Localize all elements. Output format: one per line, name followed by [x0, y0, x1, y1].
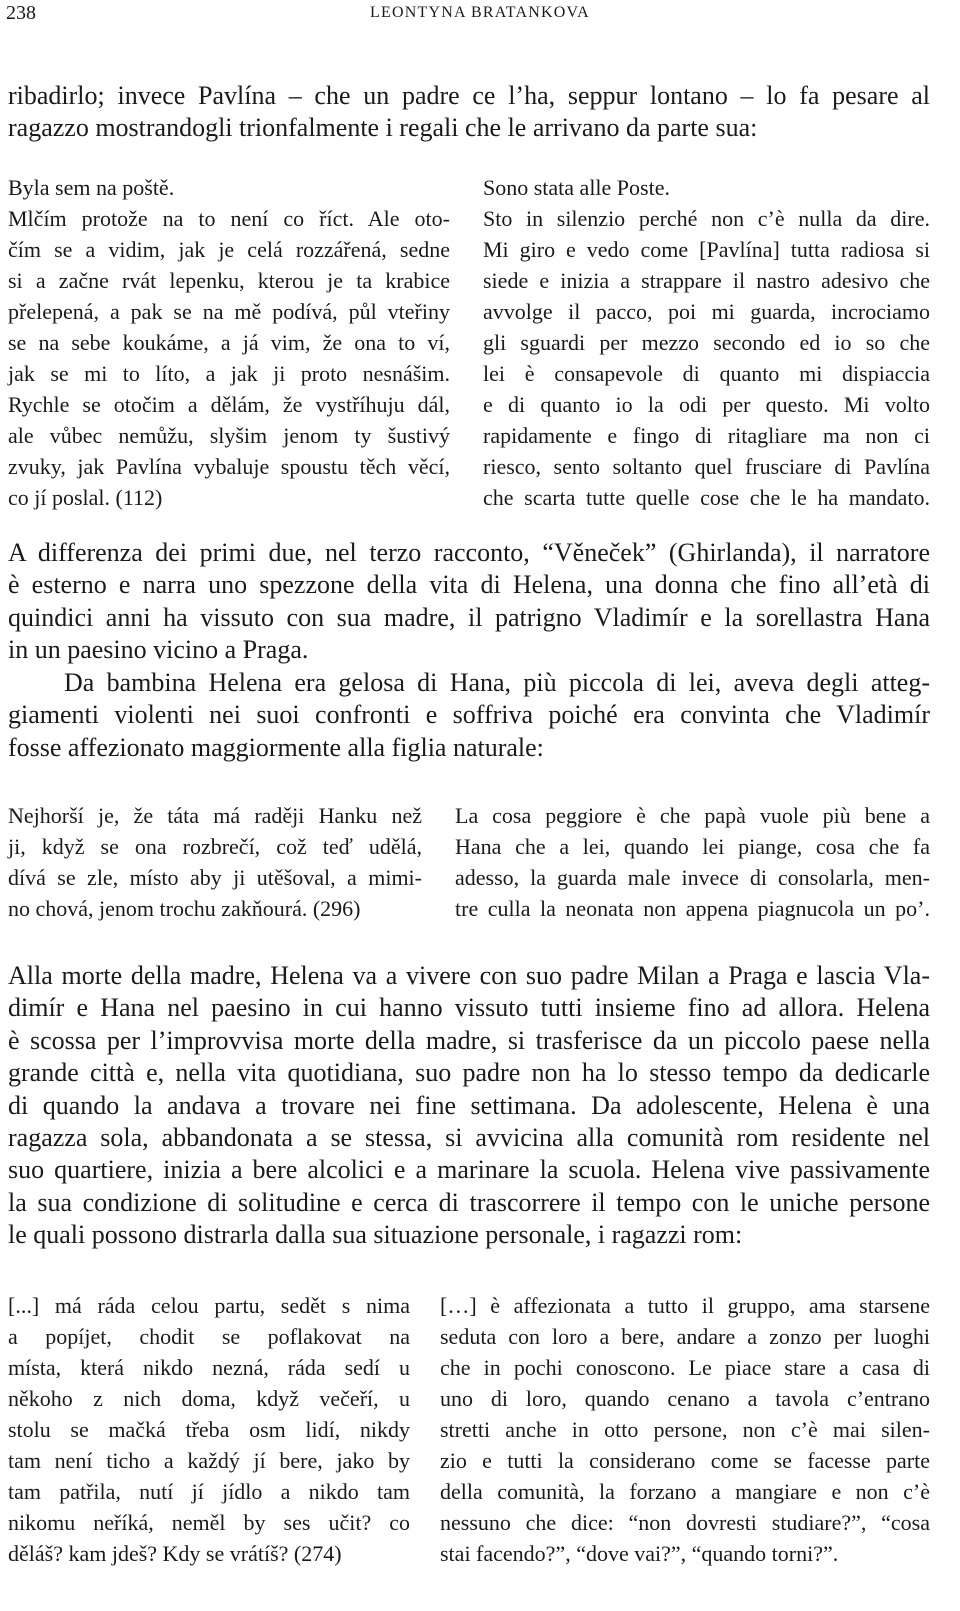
text-line: giamenti violenti nei suoi confronti e soffriva poiché era convinta che Vladimír [8, 700, 930, 730]
text-line: della comunità, la forzano a mangiare e non c’è [440, 1479, 930, 1504]
text-line: la sua condizione di solitudine e cerca di trascorrere il tempo con le uniche persone [8, 1187, 930, 1217]
text-line: co jí poslal. (112) [8, 485, 163, 510]
text-line: quindici anni ha vissuto con sua madre, il patrigno Vladimír e la sorellastra Hana [8, 602, 930, 632]
text-line: riesco, sento soltanto quel frusciare di Pavlína [483, 454, 930, 479]
text-line: si a začne rvát lepenku, kterou je ta krabice [8, 268, 450, 293]
text-line: lei è consapevole di quanto mi dispiaccia [483, 361, 930, 386]
body-paragraph [8, 537, 930, 667]
text-line: Da bambina Helena era gelosa di Hana, più piccola di lei, aveva degli atteg- [64, 668, 930, 697]
text-line: [...] má ráda celou partu, sedět s nima [8, 1293, 410, 1318]
text-line: ragazzo mostrandogli trionfalmente i regali che le arrivano da parte sua: [8, 113, 758, 143]
text-line: che in pochi conoscono. Le piace stare a casa di [440, 1355, 930, 1380]
text-line: no chová, jenom trochu zakňourá. (296) [8, 896, 361, 921]
page-number: 238 [6, 2, 36, 24]
text-line: Rychle se otočim a dělám, že vystříhuju dál, [8, 392, 450, 417]
text-line: se na sebe koukáme, a já vim, že ona to ví, [8, 330, 450, 355]
text-line: uno di loro, quando cenano a tavola c’entrano [440, 1386, 930, 1411]
text-line: rapidamente e fingo di ritagliare ma non ci [483, 423, 930, 448]
text-line: tam není ticho a každý jí bere, jako by [8, 1448, 410, 1473]
text-line: jak se mi to líto, a jak ji proto nesnášim. [8, 361, 450, 386]
text-line: La cosa peggiore è che papà vuole più bene a [455, 803, 930, 828]
text-line: le quali possono distrarla dalla sua situazione personale, i ragazzi rom: [8, 1220, 743, 1250]
quote-2-czech [8, 800, 422, 924]
text-line: e di quanto io la odi per questo. Mi volto [483, 392, 930, 417]
page-header [0, 0, 960, 30]
running-head: LEONTYNA BRATANKOVA [370, 4, 590, 21]
text-line: Byla sem na poště. [8, 175, 175, 200]
text-line: Nejhorší je, že táta má raději Hanku než [8, 803, 422, 828]
quote-3-italian [440, 1290, 930, 1569]
text-line: někoho z nich doma, když večeří, u [8, 1386, 410, 1411]
text-line: fosse affezionato maggiormente alla figlia naturale: [8, 732, 544, 762]
text-line: stai facendo?”, “dove vai?”, “quando torni?”. [440, 1541, 839, 1566]
text-line: čím se a vidim, jak je celá rozzářená, sedne [8, 237, 450, 262]
text-line: nikomu neříká, neměl by ses učit? co [8, 1510, 410, 1535]
text-line: che scarta tutte quelle cose che le ha mandato. [483, 485, 930, 510]
quote-3-czech [8, 1290, 410, 1569]
text-line: in un paesino vicino a Praga. [8, 635, 309, 665]
quote-1-czech [8, 172, 450, 513]
text-line: siede e inizia a strappare il nastro adesivo che [483, 268, 930, 293]
text-line: tre culla la neonata non appena piagnucola un po’. [455, 896, 930, 921]
text-line: dimír e Hana nel paesino in cui hanno vissuto tutti insieme fino ad allora. Helena [8, 993, 930, 1023]
text-line: stolu se mačká třeba osm lidí, nikdy [8, 1417, 410, 1442]
text-line: […] è affezionata a tutto il gruppo, ama starsene [440, 1293, 930, 1318]
text-line: Sto in silenzio perché non c’è nulla da dire. [483, 206, 930, 231]
quote-1-italian [483, 172, 930, 513]
text-line: Sono stata alle Poste. [483, 175, 670, 200]
intro-paragraph [8, 80, 930, 145]
text-line: adesso, la guarda male invece di consolarla, men- [455, 865, 930, 890]
body-paragraph [8, 960, 930, 1252]
text-line: seduta con loro a bere, andare a zonzo per luoghi [440, 1324, 930, 1349]
quote-2-italian [455, 800, 930, 924]
text-line: tam patřila, nutí jí jídlo a nikdo tam [8, 1479, 410, 1504]
text-line: Mlčím protože na to není co říct. Ale oto- [8, 206, 450, 231]
text-line: děláš? kam jdeš? Kdy se vrátíš? (274) [8, 1541, 342, 1566]
text-line: ale vůbec nemůžu, slyšim jenom ty šustivý [8, 423, 450, 448]
text-line: zio e tutti la considerano come se facesse parte [440, 1448, 930, 1473]
text-line: ji, když se ona rozbrečí, což teď udělá, [8, 834, 422, 859]
text-line: è esterno e narra uno spezzone della vita di Helena, una donna che fino all’età di [8, 570, 930, 600]
text-line: ribadirlo; invece Pavlína – che un padre ce l’ha, seppur lontano – lo fa pesare al [8, 81, 930, 110]
text-line: A differenza dei primi due, nel terzo racconto, “Věneček” (Ghirlanda), il narratore [8, 538, 930, 567]
text-line: nessuno che dice: “non dovresti studiare?”, “cosa [440, 1510, 930, 1535]
text-line: è scossa per l’improvvisa morte della madre, si trasferisce da un piccolo paese nella [8, 1025, 930, 1055]
text-line: grande città e, nella vita quotidiana, suo padre non ha lo stesso tempo da dedicarle [8, 1058, 930, 1088]
text-line: místa, která nikdo nezná, ráda sedí u [8, 1355, 410, 1380]
text-line: přelepená, a pak se na mě podívá, půl vteřiny [8, 299, 450, 324]
text-line: avvolge il pacco, poi mi guarda, incrociamo [483, 299, 930, 324]
text-line: zvuky, jak Pavlína vybaluje spoustu těch věcí, [8, 454, 450, 479]
text-line: a popíjet, chodit se poflakovat na [8, 1324, 410, 1349]
text-line: stretti anche in otto persone, non c’è mai silen- [440, 1417, 930, 1442]
text-line: ragazza sola, abbandonata a se stessa, si avvicina alla comunità rom residente nel [8, 1123, 930, 1153]
text-line: dívá se zle, místo aby ji utěšoval, a mimi- [8, 865, 422, 890]
text-line: suo quartiere, inizia a bere alcolici e a marinare la scuola. Helena vive passivamente [8, 1155, 930, 1185]
text-line: Hana che a lei, quando lei piange, cosa che fa [455, 834, 930, 859]
text-line: Mi giro e vedo come [Pavlína] tutta radiosa si [483, 237, 930, 262]
text-line: gli sguardi per mezzo secondo ed io so che [483, 330, 930, 355]
body-paragraph [8, 667, 930, 764]
text-line: Alla morte della madre, Helena va a vivere con suo padre Milan a Praga e lascia Vla- [8, 961, 930, 990]
text-line: di quando la andava a trovare nei fine settimana. Da adolescente, Helena è una [8, 1090, 930, 1120]
